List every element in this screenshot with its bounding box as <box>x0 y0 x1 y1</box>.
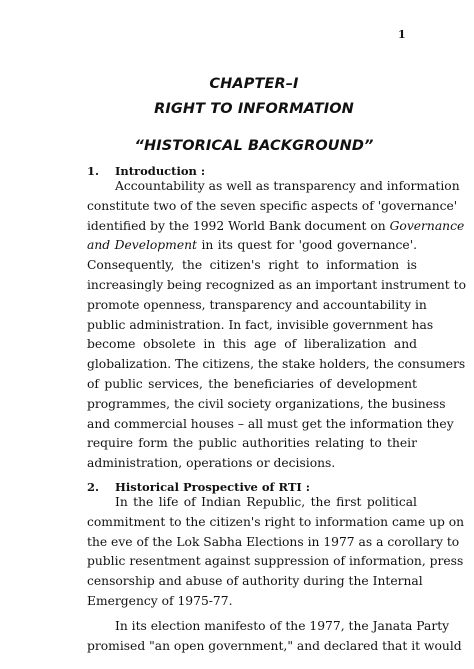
paragraph-line: promote openness, transparency and accountability in <box>87 297 427 312</box>
paragraph-line: administration, operations or decisions. <box>87 456 336 471</box>
chapter-title: RIGHT TO INFORMATION <box>154 101 354 117</box>
paragraph-line: require form the public authorities relating to their <box>87 436 417 451</box>
chapter-heading: CHAPTER–I <box>209 76 299 92</box>
paragraph-line: of public services, the beneficiaries of development <box>87 376 417 391</box>
section-number: 1. <box>87 164 100 178</box>
paragraph-line: and commercial houses – all must get the information they <box>87 416 454 431</box>
paragraph-line: and Development in its quest for 'good governance'. <box>87 238 418 253</box>
paragraph-line: public resentment against suppression of information, press <box>87 554 464 569</box>
paragraph-line: the eve of the Lok Sabha Elections in 1977 as a corollary to <box>87 534 460 549</box>
paragraph-line: globalization. The citizens, the stake holders, the consumers <box>87 357 466 372</box>
section-title: Historical Prospective of RTI : <box>115 480 311 494</box>
historical-paragraph-1 <box>87 493 465 612</box>
chapter-subtitle: “HISTORICAL BACKGROUND” <box>134 138 374 154</box>
paragraph-line: increasingly being recognized as an important instrument to <box>87 277 466 292</box>
section-title: Introduction : <box>115 164 206 178</box>
paragraph-line: In the life of Indian Republic, the first political <box>115 495 417 509</box>
introduction-paragraph <box>87 177 466 474</box>
paragraph-line: become obsolete in this age of liberalization and <box>87 337 417 352</box>
section-heading-historical-prospective <box>87 480 310 494</box>
paragraph-line: Consequently, the citizen's right to information is <box>87 258 417 273</box>
section-number: 2. <box>87 480 100 494</box>
paragraph-line: Emergency of 1975-77. <box>87 593 233 608</box>
section-heading-introduction <box>87 164 205 178</box>
italic-document-title: Governance <box>389 218 465 233</box>
paragraph-line: constitute two of the seven specific aspects of 'governance' <box>87 198 458 213</box>
paragraph-line: In its election manifesto of the 1977, the Janata Party <box>115 619 450 633</box>
paragraph-line: commitment to the citizen's right to information came up on <box>87 514 465 529</box>
paragraph-line: Accountability as well as transparency and information <box>115 179 460 193</box>
paragraph-line: censorship and abuse of authority during the Internal <box>87 574 423 589</box>
paragraph-line: promised "an open government," and declared that it would <box>87 638 462 653</box>
paragraph-line: programmes, the civil society organizations, the business <box>87 396 446 411</box>
paragraph-line: public administration. In fact, invisible government has <box>87 317 434 332</box>
historical-paragraph-2 <box>87 617 462 657</box>
page-number: 1 <box>398 28 406 41</box>
paragraph-line: identified by the 1992 World Bank document on Governance <box>87 218 465 233</box>
italic-document-title: and Development <box>87 238 197 253</box>
